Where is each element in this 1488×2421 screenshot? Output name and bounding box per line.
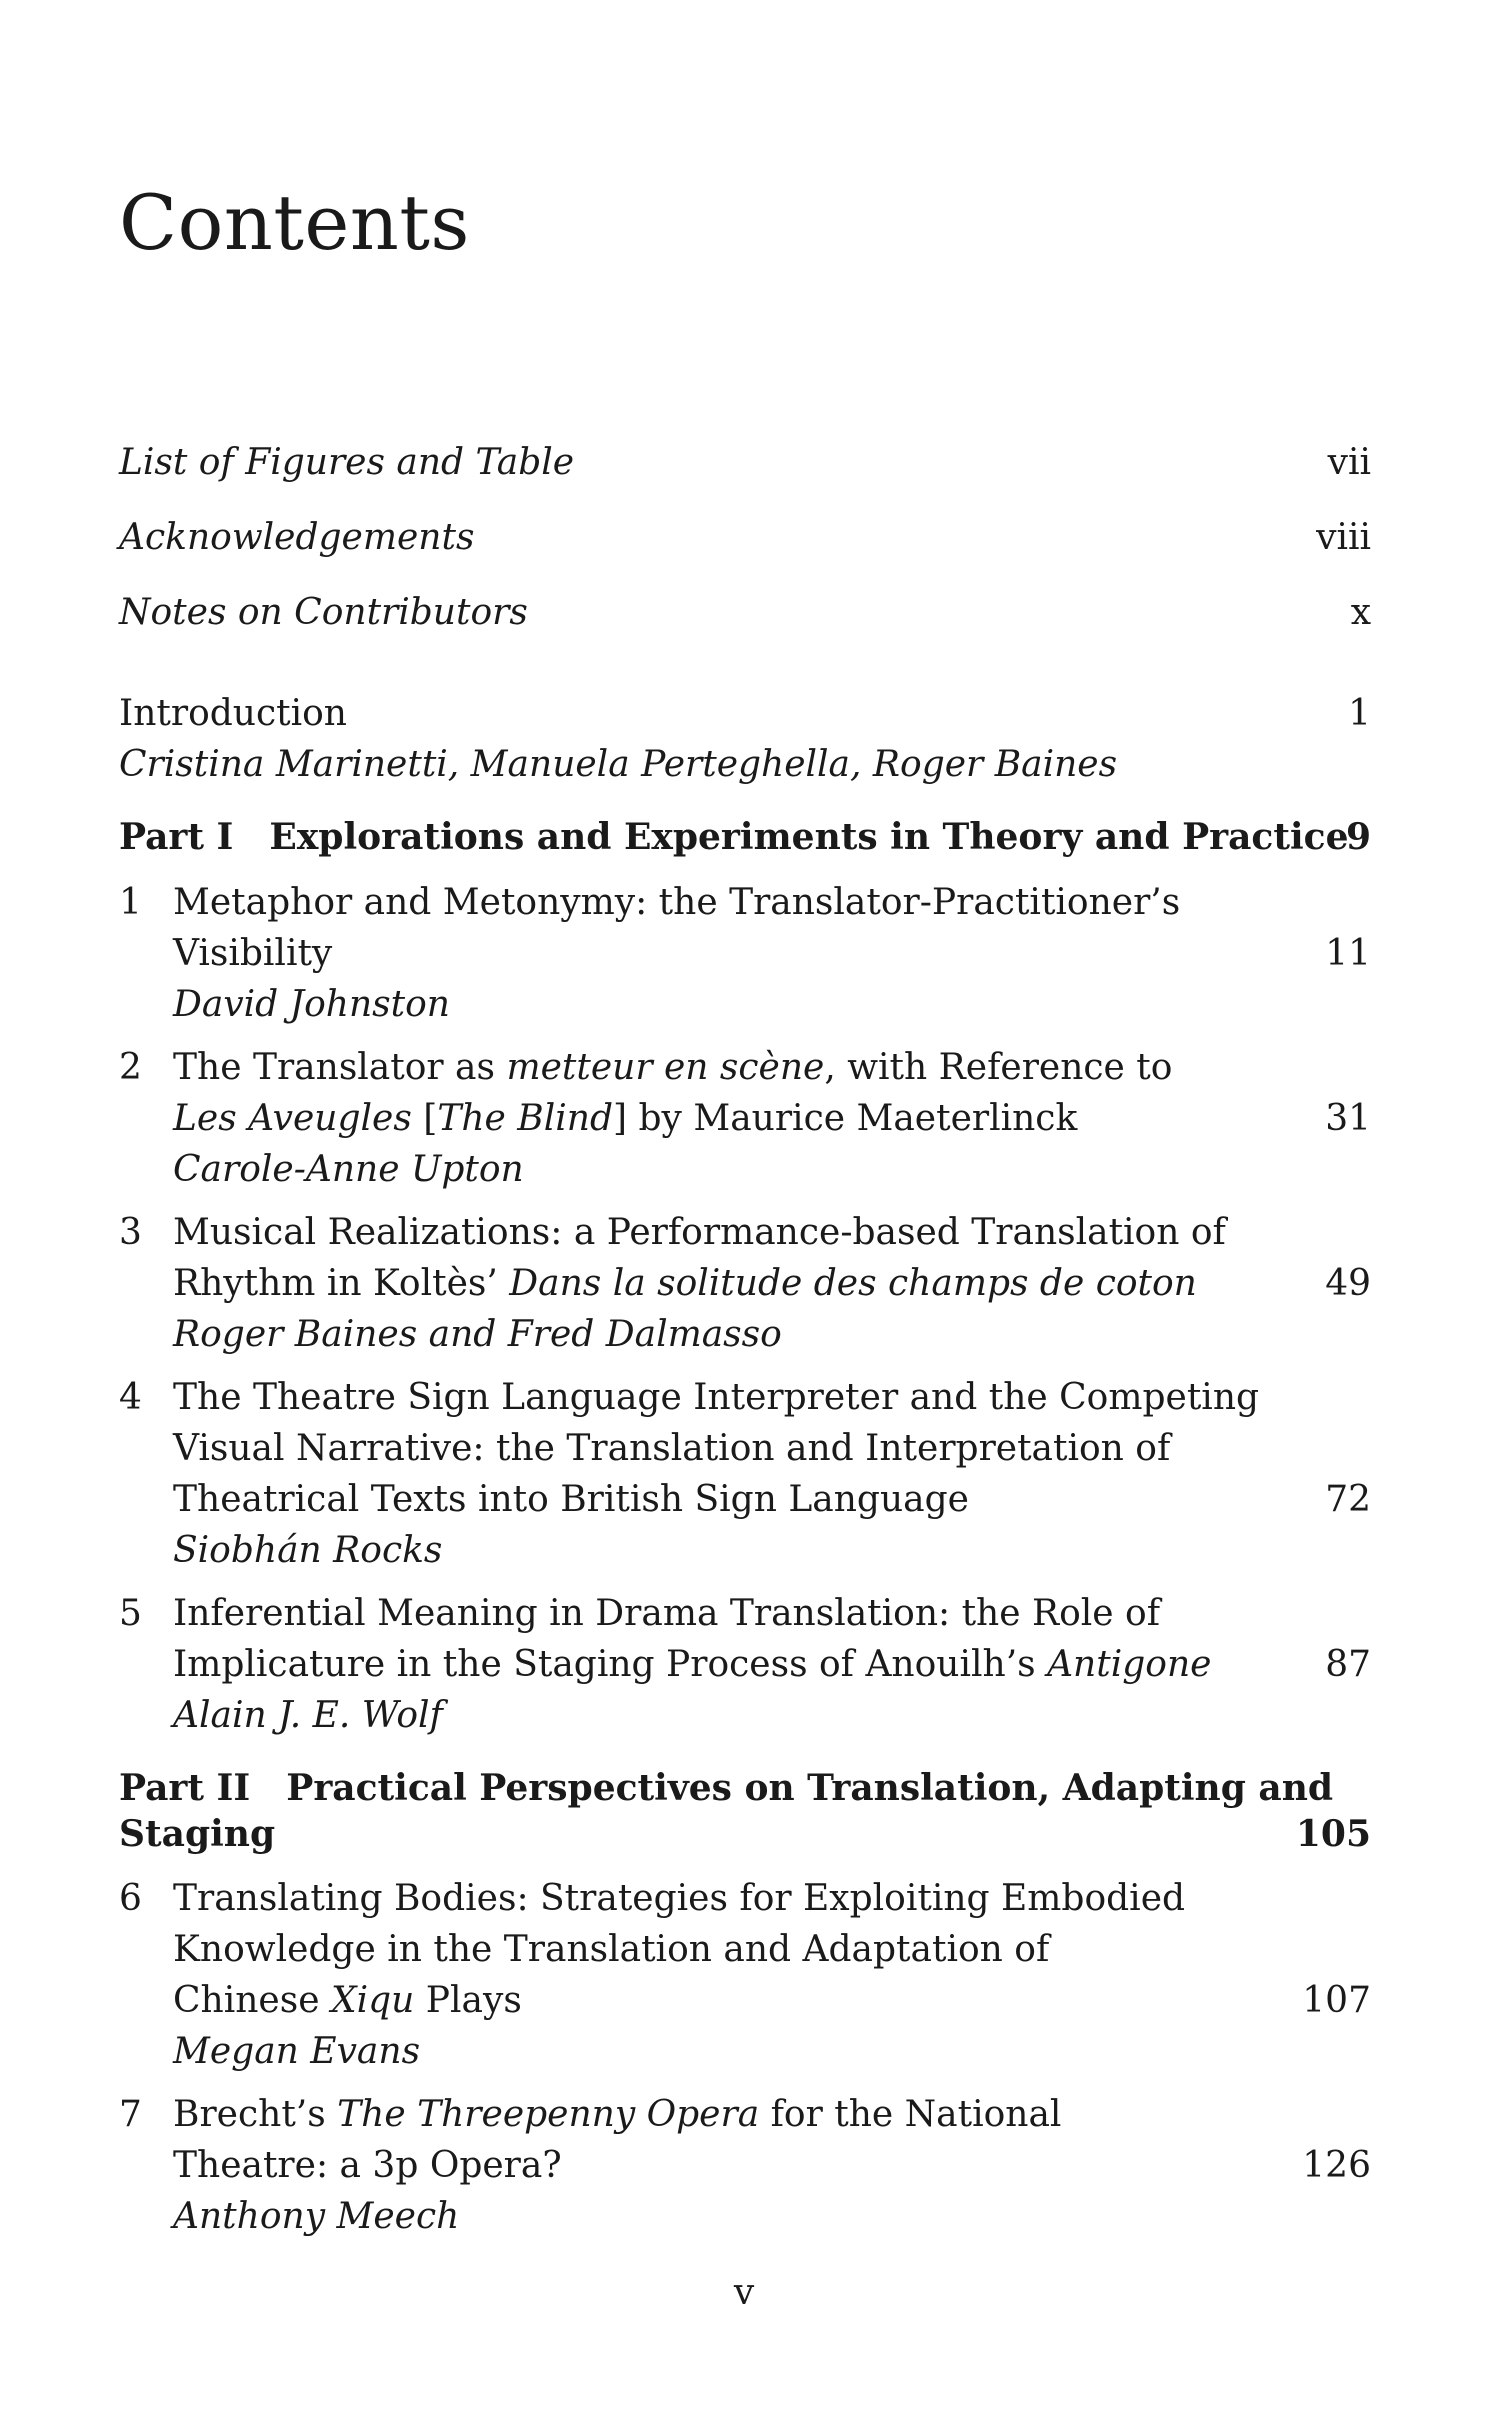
title-text: [ (411, 1098, 438, 1139)
entry-page: 11 (1325, 933, 1371, 974)
chapter-title-line: Translating Bodies: Strategies for Exploiting Embodied (173, 1878, 1186, 1919)
entry-page: 1 (1348, 693, 1371, 734)
chapter-6-author (119, 2026, 1371, 2077)
chapter-title-line: Metaphor and Metonymy: the Translator-Practitioner’s (173, 882, 1181, 923)
chapter-title-line: Visibility (173, 933, 333, 974)
toc-chapter-4-line2 (119, 1423, 1371, 1474)
toc-chapter-4 (119, 1372, 1371, 1423)
title-text: ] by Maurice Maeterlinck (613, 1098, 1078, 1139)
title-italic: The Threepenny Opera (337, 2094, 760, 2135)
part-title: Practical Perspectives on Translation, Adapting and (286, 1767, 1334, 1809)
chapter-author: Alain J. E. Wolf (173, 1695, 443, 1736)
chapter-title-line: Inferential Meaning in Drama Translation: the Role of (173, 1593, 1161, 1634)
part-prefix: Part II (119, 1767, 251, 1809)
entry-page: 9 (1345, 816, 1371, 858)
chapter-title-line: Musical Realizations: a Performance-based Translation of (173, 1212, 1226, 1253)
toc-chapter-6-line3 (119, 1975, 1371, 2026)
part-title: Staging (119, 1813, 276, 1855)
toc-chapter-2 (119, 1042, 1371, 1093)
toc-chapter-1-line2 (119, 928, 1371, 979)
chapter-title-line: Visual Narrative: the Translation and Interpretation of (173, 1428, 1171, 1469)
page-number: v (733, 2272, 755, 2313)
toc-entry-acknowledgements (119, 512, 1371, 563)
toc-chapter-6-line2 (119, 1924, 1371, 1975)
toc-chapter-4-line3 (119, 1474, 1371, 1525)
title-italic: The Blind (437, 1098, 614, 1139)
entry-label: Introduction (119, 693, 347, 734)
toc-chapter-3-line2 (119, 1258, 1371, 1309)
title-text: Brecht’s (173, 2094, 338, 2135)
introduction-authors: Cristina Marinetti, Manuela Perteghella, Roger Baines (119, 744, 1118, 785)
title-italic: Xiqu (330, 1980, 415, 2021)
toc-chapter-7-line2 (119, 2140, 1371, 2191)
page-title: Contents (119, 178, 470, 267)
chapter-3-author (119, 1309, 1371, 1360)
chapter-2-author (119, 1144, 1371, 1195)
toc-part-1 (119, 812, 1371, 863)
toc-chapter-7 (119, 2089, 1371, 2140)
chapter-number: 1 (119, 882, 142, 923)
title-italic: metteur en scène (506, 1047, 825, 1088)
title-text: The Translator as (173, 1047, 507, 1088)
title-text: Implicature in the Staging Process of Anouilh’s (173, 1644, 1048, 1685)
entry-label: Acknowledgements (119, 517, 475, 558)
chapter-title-line: The Theatre Sign Language Interpreter and the Competing (173, 1377, 1260, 1418)
chapter-title-line: Knowledge in the Translation and Adaptation of (173, 1929, 1050, 1970)
chapter-number: 2 (119, 1047, 142, 1088)
toc-chapter-1 (119, 877, 1371, 928)
chapter-author: Siobhán Rocks (173, 1530, 443, 1571)
toc-chapter-6 (119, 1873, 1371, 1924)
entry-page: vii (1327, 442, 1371, 483)
chapter-7-author (119, 2191, 1371, 2242)
entry-page: 105 (1295, 1813, 1371, 1855)
chapter-5-author (119, 1690, 1371, 1741)
title-italic: Les Aveugles (173, 1098, 412, 1139)
chapter-title-line: Theatrical Texts into British Sign Language (173, 1479, 969, 1520)
entry-page: 49 (1325, 1263, 1371, 1304)
toc-part-2 (119, 1763, 1371, 1814)
entry-page: x (1350, 592, 1371, 633)
toc-chapter-2-line2 (119, 1093, 1371, 1144)
title-text: for the National (759, 2094, 1062, 2135)
chapter-number: 5 (119, 1593, 142, 1634)
entry-page: 72 (1325, 1479, 1371, 1520)
entry-page: viii (1316, 517, 1371, 558)
entry-page: 126 (1302, 2145, 1371, 2186)
toc-part-2-line2 (119, 1809, 1371, 1860)
chapter-author: Megan Evans (173, 2031, 421, 2072)
entry-page: 87 (1325, 1644, 1371, 1685)
entry-page: 107 (1302, 1980, 1371, 2021)
title-text: Plays (414, 1980, 522, 2021)
toc-chapter-5 (119, 1588, 1371, 1639)
toc-entry-notes-on-contributors (119, 587, 1371, 638)
toc-chapter-3 (119, 1207, 1371, 1258)
chapter-number: 3 (119, 1212, 142, 1253)
part-prefix: Part I (119, 816, 234, 858)
chapter-author: Anthony Meech (173, 2196, 460, 2237)
chapter-1-author (119, 979, 1371, 1030)
chapter-title-line: Theatre: a 3p Opera? (173, 2145, 562, 2186)
chapter-number: 7 (119, 2094, 142, 2135)
title-italic: Dans la solitude des champs de coton (509, 1263, 1197, 1304)
entry-label: Notes on Contributors (119, 592, 528, 633)
chapter-author: Carole-Anne Upton (173, 1149, 524, 1190)
title-text: , with Reference to (824, 1047, 1173, 1088)
chapter-4-author (119, 1525, 1371, 1576)
chapter-author: David Johnston (173, 984, 450, 1025)
toc-entry-introduction (119, 688, 1371, 739)
title-text: Rhythm in Koltès’ (173, 1263, 510, 1304)
entry-label: List of Figures and Table (119, 442, 575, 483)
chapter-number: 4 (119, 1377, 142, 1418)
toc-entry-list-of-figures (119, 437, 1371, 488)
toc-chapter-5-line2 (119, 1639, 1371, 1690)
title-text: Chinese (173, 1980, 331, 2021)
entry-page: 31 (1325, 1098, 1371, 1139)
chapter-author: Roger Baines and Fred Dalmasso (173, 1314, 782, 1355)
chapter-number: 6 (119, 1878, 142, 1919)
part-title: Explorations and Experiments in Theory and Practice (269, 816, 1349, 858)
title-italic: Antigone (1047, 1644, 1212, 1685)
